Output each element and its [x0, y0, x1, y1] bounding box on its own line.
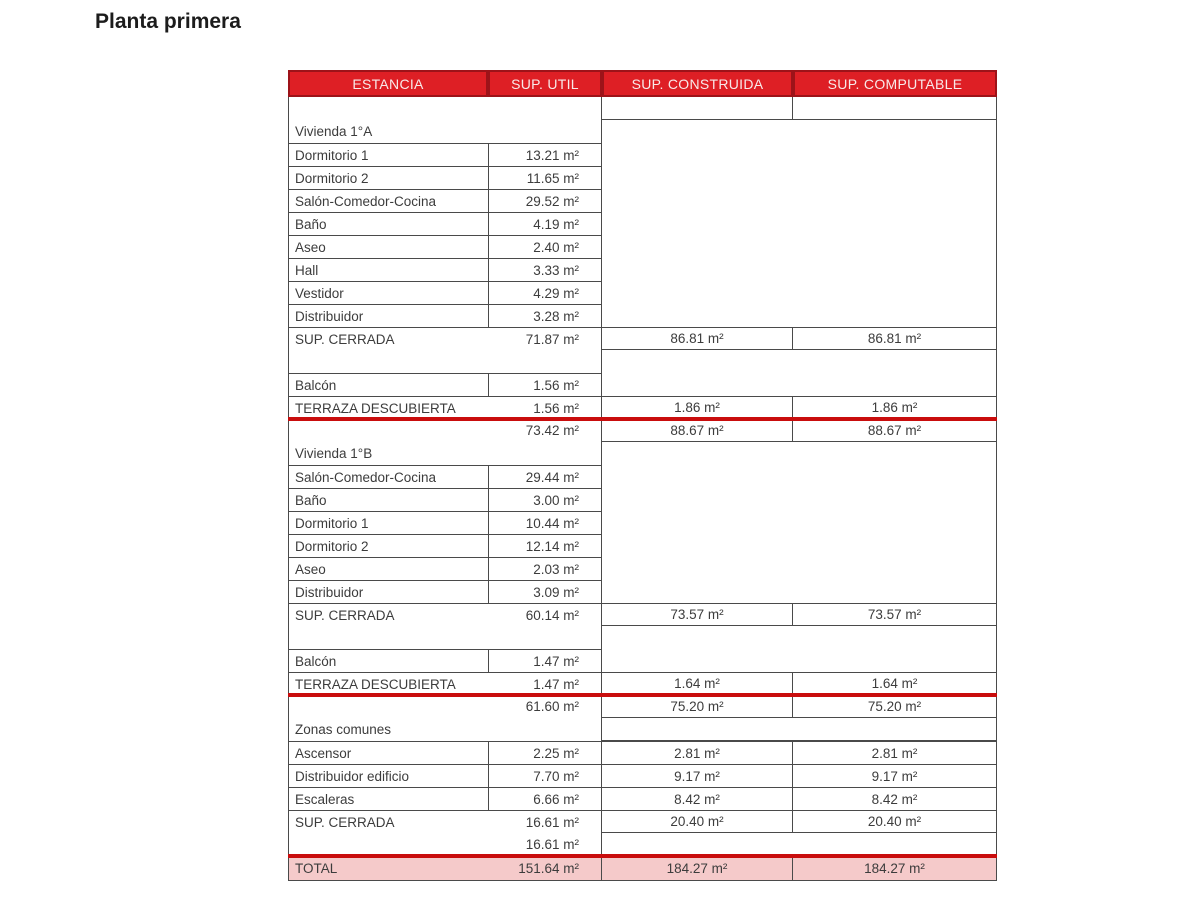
room-util-value: 12.14 m²	[488, 534, 602, 557]
subtotal-util-value: 16.61 m²	[525, 837, 579, 853]
section-label-text: Zonas comunes	[295, 722, 392, 737]
empty-cell	[602, 534, 997, 557]
empty-cell	[602, 189, 997, 212]
room-name: Dormitorio 2	[288, 166, 488, 189]
empty-cell	[602, 97, 793, 120]
room-name: Hall	[288, 258, 488, 281]
room-name: Ascensor	[288, 741, 488, 764]
col-header-sup-construida: SUP. CONSTRUIDA	[602, 70, 793, 97]
red-divider-line	[288, 693, 997, 697]
terraza-row	[288, 672, 602, 695]
sup-cerrada-row	[288, 327, 602, 373]
construida-value: 2.81 m²	[602, 741, 793, 764]
room-name: Baño	[288, 488, 488, 511]
section-label-vivienda-a	[288, 97, 602, 143]
sup-cerrada-label: SUP. CERRADA	[295, 608, 395, 623]
room-name: Salón-Comedor-Cocina	[288, 465, 488, 488]
section-label-line	[289, 718, 601, 741]
room-name: Distribuidor	[288, 304, 488, 327]
room-util-value: 2.40 m²	[488, 235, 602, 258]
room-name: Baño	[288, 212, 488, 235]
subtotal-line	[289, 419, 601, 442]
computable-value: 8.42 m²	[793, 787, 997, 810]
room-name: Dormitorio 1	[288, 143, 488, 166]
empty-cell	[602, 649, 997, 672]
room-name: Vestidor	[288, 281, 488, 304]
subtotal-line	[289, 834, 601, 857]
computable-value: 86.81 m²	[793, 327, 997, 350]
sup-cerrada-label: SUP. CERRADA	[295, 814, 395, 830]
terraza-label: TERRAZA DESCUBIERTA	[295, 676, 456, 692]
sup-cerrada-row	[288, 603, 602, 649]
sup-cerrada-util-value: 71.87 m²	[525, 332, 579, 347]
subtotal-line	[289, 695, 601, 718]
empty-cell	[602, 511, 997, 534]
section-label-text: Vivienda 1°A	[295, 124, 373, 139]
terraza-label: TERRAZA DESCUBIERTA	[295, 400, 456, 416]
total-util-value: 151.64 m²	[518, 861, 579, 876]
room-util-value: 3.09 m²	[488, 580, 602, 603]
terraza-util-value: 1.47 m²	[533, 676, 579, 692]
empty-cell	[602, 281, 997, 304]
room-util-value: 3.00 m²	[488, 488, 602, 511]
empty-cell	[602, 373, 997, 396]
subtotal-and-section-zonas	[288, 695, 602, 741]
empty-cell	[602, 235, 997, 258]
computable-value: 1.86 m²	[793, 396, 997, 419]
subtotal-util-value: 61.60 m²	[525, 699, 579, 714]
surface-table	[288, 70, 997, 881]
empty-cell	[602, 143, 997, 166]
computable-value: 20.40 m²	[793, 810, 997, 833]
subtotal-computable-value: 75.20 m²	[793, 695, 997, 718]
room-name: Balcón	[288, 649, 488, 672]
room-util-value: 4.29 m²	[488, 281, 602, 304]
empty-cell	[602, 442, 997, 465]
sup-cerrada-util-value: 16.61 m²	[525, 814, 579, 830]
col-header-sup-util: SUP. UTIL	[488, 70, 602, 97]
total-label: TOTAL	[295, 861, 338, 876]
empty-cell	[602, 580, 997, 603]
room-name: Distribuidor	[288, 580, 488, 603]
subtotal-construida-value: 75.20 m²	[602, 695, 793, 718]
room-util-value: 3.33 m²	[488, 258, 602, 281]
computable-value: 2.81 m²	[793, 741, 997, 764]
sup-cerrada-line	[289, 604, 601, 627]
construida-value: 9.17 m²	[602, 764, 793, 787]
terraza-row	[288, 396, 602, 419]
room-util-value: 2.25 m²	[488, 741, 602, 764]
red-divider-line	[288, 417, 997, 421]
empty-cell	[602, 833, 997, 856]
empty-cell	[602, 212, 997, 235]
empty-cell	[602, 304, 997, 327]
subtotal-and-section-vivienda-b	[288, 419, 602, 465]
empty-cell	[602, 718, 997, 741]
total-computable-value: 184.27 m²	[793, 856, 997, 881]
empty-cell	[793, 97, 997, 120]
empty-cell	[602, 350, 997, 373]
construida-value: 20.40 m²	[602, 810, 793, 833]
empty-cell	[602, 465, 997, 488]
page-title: Planta primera	[95, 10, 241, 33]
construida-value: 1.64 m²	[602, 672, 793, 695]
room-util-value: 1.56 m²	[488, 373, 602, 396]
room-util-value: 13.21 m²	[488, 143, 602, 166]
sup-cerrada-label: SUP. CERRADA	[295, 332, 395, 347]
room-util-value: 2.03 m²	[488, 557, 602, 580]
subtotal-construida-value: 88.67 m²	[602, 419, 793, 442]
empty-cell	[602, 258, 997, 281]
section-label-line	[289, 120, 601, 143]
subtotal-util-value: 73.42 m²	[525, 423, 579, 438]
construida-value: 8.42 m²	[602, 787, 793, 810]
construida-value: 1.86 m²	[602, 396, 793, 419]
room-name: Aseo	[288, 557, 488, 580]
room-util-value: 4.19 m²	[488, 212, 602, 235]
empty-cell	[602, 120, 997, 143]
room-name: Dormitorio 1	[288, 511, 488, 534]
room-util-value: 1.47 m²	[488, 649, 602, 672]
room-util-value: 29.44 m²	[488, 465, 602, 488]
empty-cell	[602, 626, 997, 649]
room-name: Salón-Comedor-Cocina	[288, 189, 488, 212]
sup-cerrada-line	[289, 328, 601, 351]
red-divider-line	[288, 854, 997, 858]
room-name: Aseo	[288, 235, 488, 258]
section-label-line	[289, 442, 601, 465]
sup-cerrada-line	[289, 811, 601, 834]
room-util-value: 3.28 m²	[488, 304, 602, 327]
room-name: Distribuidor edificio	[288, 764, 488, 787]
room-util-value: 11.65 m²	[488, 166, 602, 189]
sup-cerrada-row	[288, 810, 602, 856]
room-name: Balcón	[288, 373, 488, 396]
room-util-value: 29.52 m²	[488, 189, 602, 212]
total-construida-value: 184.27 m²	[602, 856, 793, 881]
construida-value: 86.81 m²	[602, 327, 793, 350]
room-name: Dormitorio 2	[288, 534, 488, 557]
col-header-estancia: ESTANCIA	[288, 70, 488, 97]
section-label-text: Vivienda 1°B	[295, 446, 373, 461]
sup-cerrada-util-value: 60.14 m²	[525, 608, 579, 623]
construida-value: 73.57 m²	[602, 603, 793, 626]
room-util-value: 6.66 m²	[488, 787, 602, 810]
room-name: Escaleras	[288, 787, 488, 810]
computable-value: 73.57 m²	[793, 603, 997, 626]
computable-value: 9.17 m²	[793, 764, 997, 787]
empty-cell	[602, 166, 997, 189]
room-util-value: 10.44 m²	[488, 511, 602, 534]
room-util-value: 7.70 m²	[488, 764, 602, 787]
computable-value: 1.64 m²	[793, 672, 997, 695]
subtotal-computable-value: 88.67 m²	[793, 419, 997, 442]
empty-cell	[602, 557, 997, 580]
empty-cell	[602, 488, 997, 511]
col-header-sup-computable: SUP. COMPUTABLE	[793, 70, 997, 97]
total-row	[288, 856, 602, 881]
terraza-util-value: 1.56 m²	[533, 400, 579, 416]
